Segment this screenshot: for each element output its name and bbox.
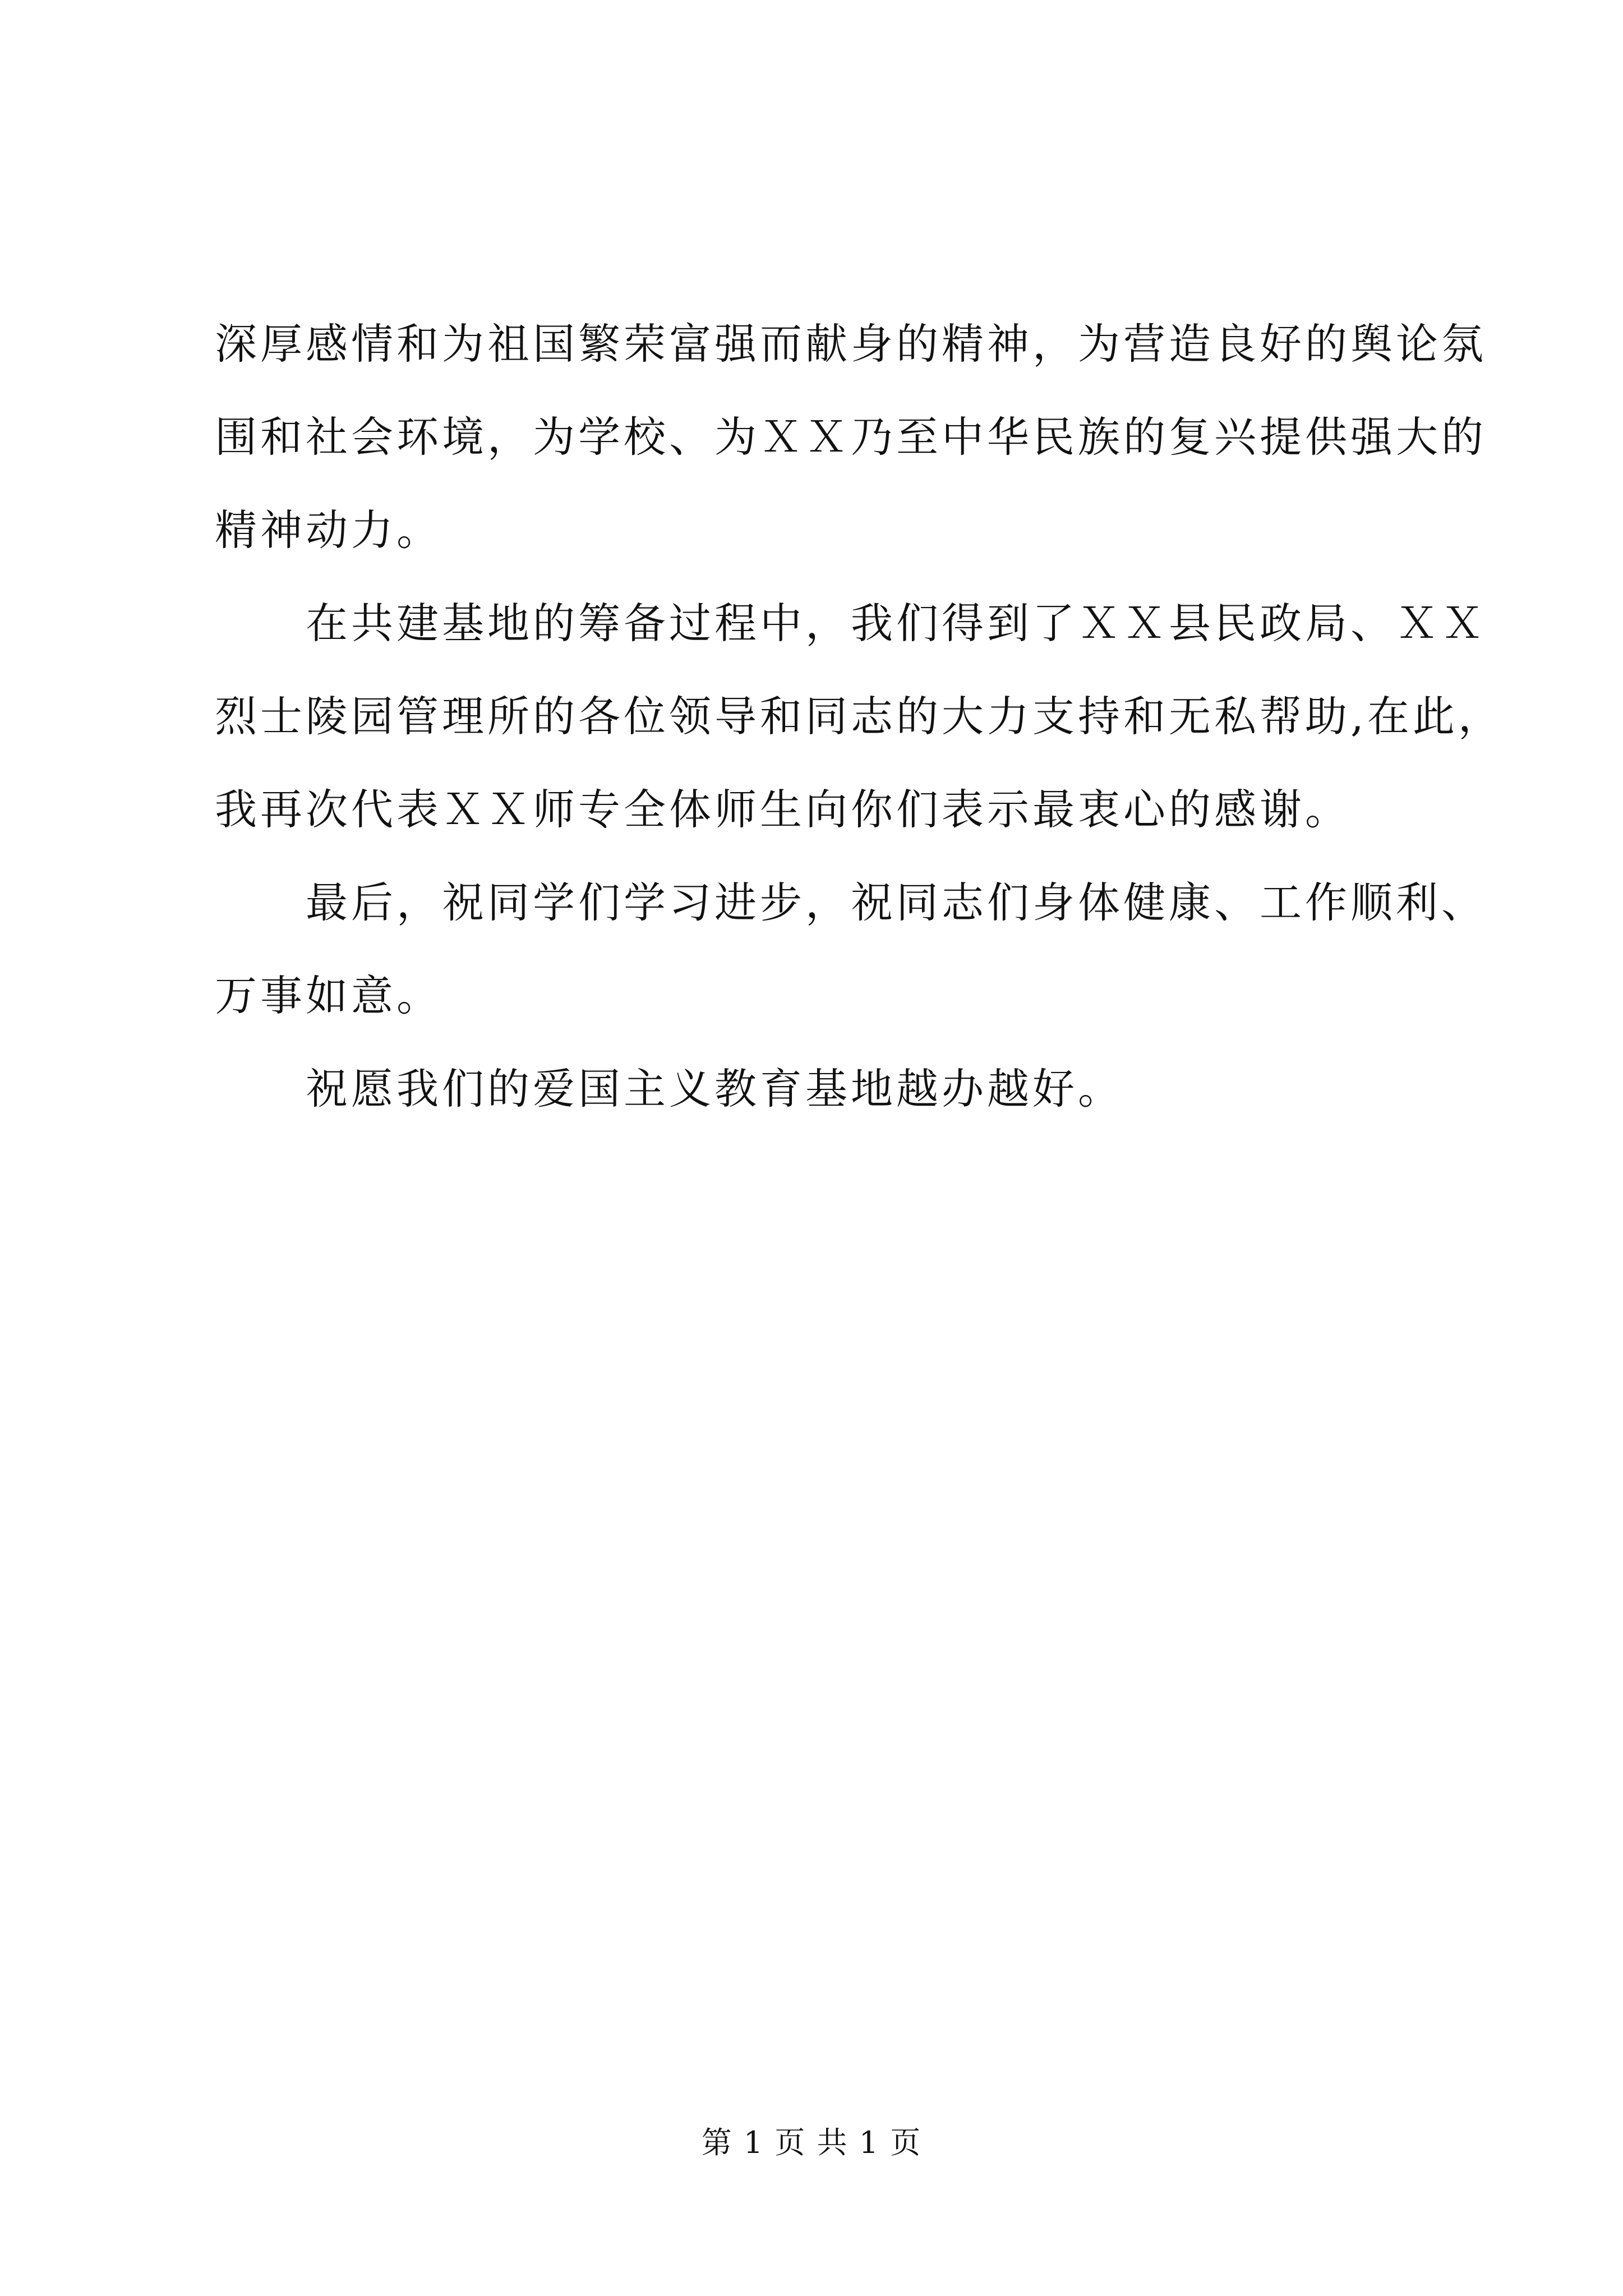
paragraph-line: 围和社会环境，为学校、为ＸＸ乃至中华民族的复兴提供强大的 (215, 412, 1487, 462)
paragraph-line: 万事如意。 (215, 971, 442, 1020)
paragraph-line: 我再次代表ＸＸ师专全体师生向你们表示最衷心的感谢。 (215, 785, 1351, 834)
paragraph-1 (215, 297, 1487, 577)
paragraph-line: 最后，祝同学们学习进步，祝同志们身体健康、工作顺利、 (306, 878, 1487, 927)
paragraph-line: 烈士陵园管理所的各位领导和同志的大力支持和无私帮助,在此， (215, 692, 1504, 741)
paragraph-3 (215, 856, 1487, 1042)
page-footer (0, 2123, 1623, 2162)
paragraph-line: 精神动力。 (215, 505, 442, 555)
paragraph-line: 祝愿我们的爱国主义教育基地越办越好。 (306, 1064, 1124, 1114)
paragraph-4 (215, 1042, 1482, 1135)
paragraph-line: 深厚感情和为祖国繁荣富强而献身的精神，为营造良好的舆论氛 (215, 319, 1487, 369)
document-body (215, 297, 1504, 1135)
paragraph-2 (215, 577, 1504, 856)
page-number: 第 1 页 共 1 页 (701, 2125, 922, 2160)
paragraph-line: 在共建基地的筹备过程中，我们得到了ＸＸ县民政局、ＸＸ (306, 599, 1487, 648)
